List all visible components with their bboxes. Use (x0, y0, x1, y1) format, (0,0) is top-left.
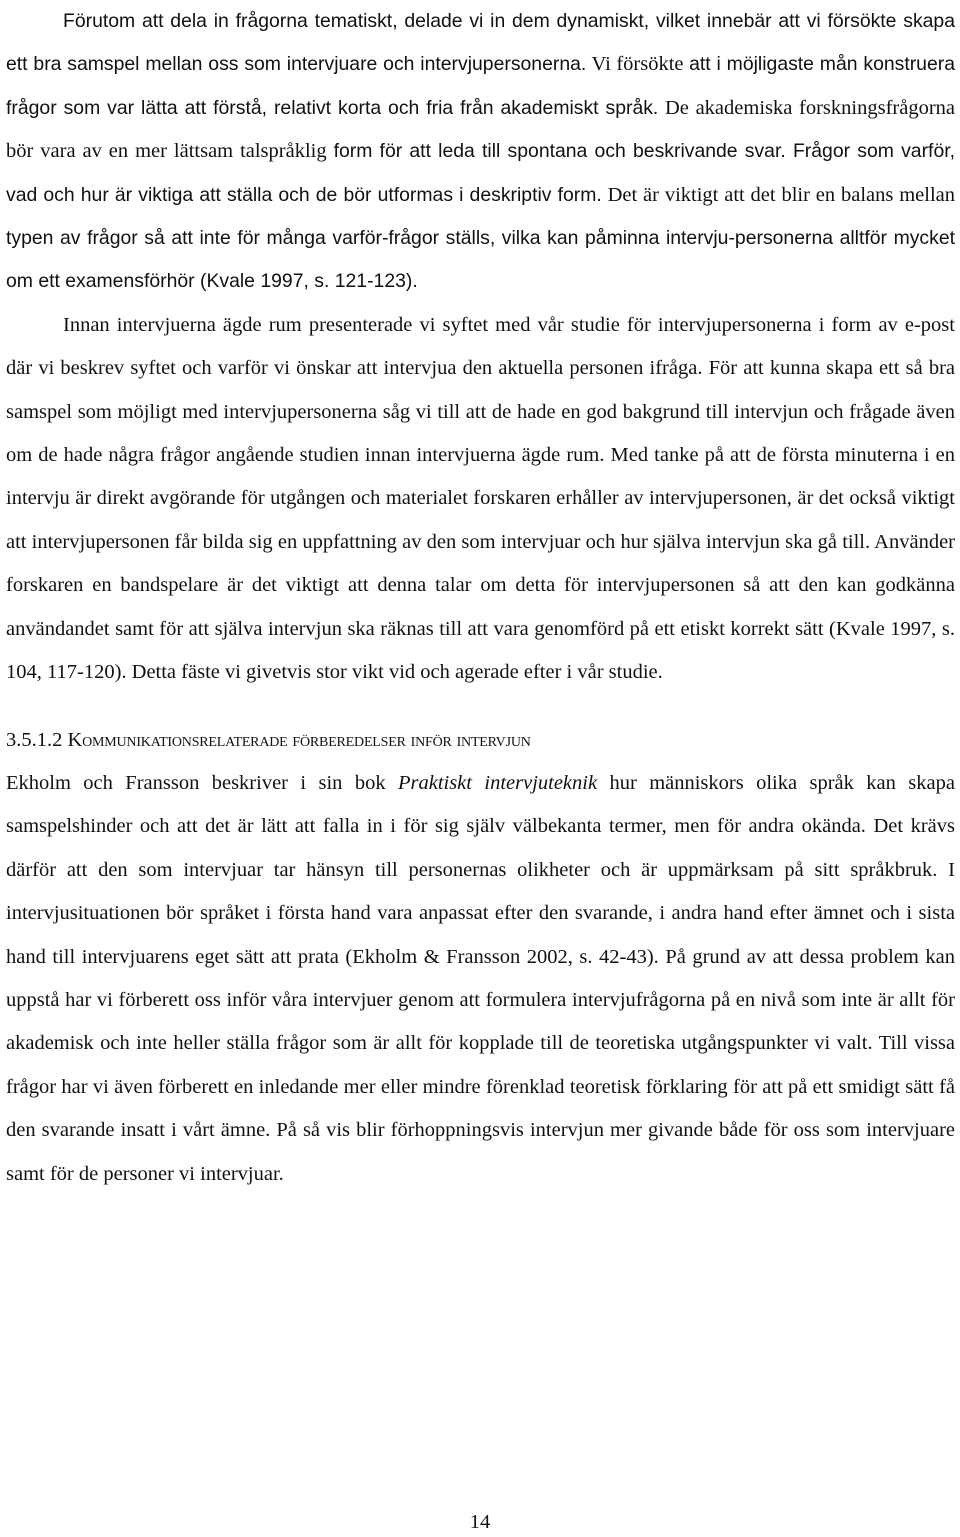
paragraph-communication-preparation (6, 762, 955, 1196)
document-page (6, 0, 955, 1196)
paragraph-text-segment: form för att leda till spontana och beskrivande svar. Frågor som varför, vad och hur är viktiga att ställa och de bör utformas i deskriptiv form. (6, 140, 955, 206)
paragraph-text-segment: De akademiska forskningsfrågorna bör vara av en mer lättsam talspråklig (6, 96, 955, 163)
paragraph-text-segment: att i möjligaste mån konstruera frågor som var lätta att förstå, relativt korta och fria från akademiskt språk. (6, 53, 955, 119)
section-title: Kommunikationsrelaterade förberedelser inför intervjun (67, 728, 531, 751)
paragraph-interview-preparation: Innan intervjuerna ägde rum presenterade vi syftet med vår studie för intervjupersonerna i form av e-post där vi beskrev syftet och varför vi önskar att intervjua den aktuella personen ifråga. För att kunna skapa ett så bra samspel som möjligt med intervjupersonerna såg vi till att de hade en god bakgrund till intervjun och frågade även om de hade några frågor angående studien innan intervjuerna ägde rum. Med tanke på att de första minuterna i en intervju är direkt avgörande för utgången och materialet forskaren erhåller av intervjupersonen, är det också viktigt att intervjupersonen får bilda sig en uppfattning av den som intervjuar och hur själva intervjun ska gå till. Använder forskaren en bandspelare är det viktigt att denna talar om detta för intervjupersonen så att den kan godkänna användandet samt för att själva intervjun ska räknas till att vara genomförd på ett etiskt korrekt sätt (Kvale 1997, s. 104, 117-120). Detta fäste vi givetvis stor vikt vid och agerade efter i vår studie. (6, 313, 955, 684)
section-heading (6, 719, 955, 762)
paragraph-text-segment: Vi försökte (586, 53, 690, 76)
paragraph-text-segment: Det är viktigt att det blir en balans mellan (601, 183, 955, 206)
page-number: 14 (469, 1511, 491, 1533)
paragraph-text-segment: hur människors olika språk kan skapa samspelshinder och att det är lätt att falla in i för sig själv välbekanta termer, men för andra okända. Det krävs därför att den som intervjuar tar hänsyn till personernas olikheter och är uppmärksam på sitt språkbruk. I intervjusituationen bör språket i första hand vara anpassat efter den svarande, i andra hand efter ämnet och i sista hand till intervjuarens eget sätt att prata (Ekholm & Fransson 2002, s. 42-43). På grund av att dessa problem kan uppstå har vi förberett oss inför våra intervjuer genom att formulera intervjufrågorna på en nivå som inte är allt för akademisk och inte heller ställa frågor som är allt för kopplade till de teoretiska utgångspunkter vi valt. Till vissa frågor har vi även förberett en inledande mer eller mindre förenklad teoretisk förklaring för att på ett smidigt sätt få den svarande insatt i vårt ämne. På så vis blir förhoppningsvis intervjun mer givande både för oss som intervjuare samt för de personer vi intervjuar. (6, 771, 955, 1185)
section-number: 3.5.1.2 (6, 728, 63, 751)
paragraph-text-segment: Ekholm och Fransson beskriver i sin bok (6, 771, 398, 794)
paragraph-text-segment: Förutom att dela in frågorna tematiskt, delade vi in dem dynamiskt, vilket innebär att vi försökte skapa ett bra samspel mellan oss som intervjuare och intervjupersonerna. (6, 10, 955, 76)
paragraph-text-segment: typen av frågor så att inte för många varför-frågor ställs, vilka kan påminna intervju-personerna alltför mycket om ett examensförhör (Kvale 1997, s. 121-123). (6, 227, 955, 293)
paragraph-question-design (6, 0, 955, 304)
book-title: Praktiskt intervjuteknik (397, 771, 598, 794)
